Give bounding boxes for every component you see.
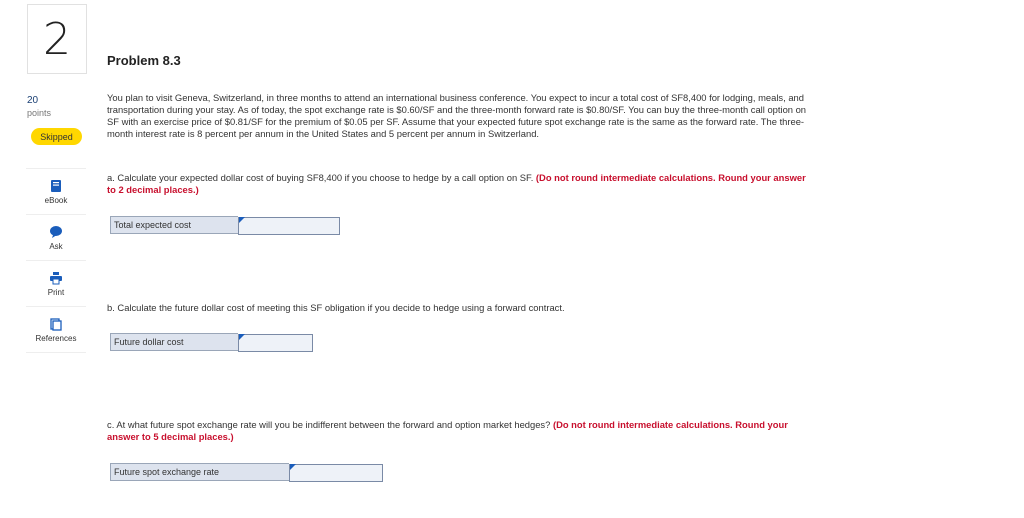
flag-icon (239, 334, 245, 340)
part-a-instruction: (Do not round intermediate calculations. Round your answer to 2 decimal places.) (107, 172, 806, 195)
future-dollar-cost-input[interactable] (238, 334, 313, 352)
flag-icon (290, 464, 296, 470)
references-button[interactable] (26, 307, 86, 353)
flag-icon (239, 217, 245, 223)
part-b-answer-label: Future dollar cost (110, 333, 238, 351)
part-a-answer-row (110, 216, 340, 234)
points-label: points (27, 108, 52, 118)
printer-icon (49, 271, 63, 288)
references-label: References (35, 333, 77, 343)
part-c-question (107, 419, 807, 443)
ask-label: Ask (49, 241, 63, 251)
tool-list (26, 168, 86, 353)
ebook-button[interactable] (26, 169, 86, 215)
part-c-instruction: (Do not round intermediate calculations. Round your answer to 5 decimal places.) (107, 419, 788, 442)
future-spot-rate-input[interactable] (289, 464, 383, 482)
problem-text: You plan to visit Geneva, Switzerland, in three months to attend an international business conference. You expect to incur a total cost of SF8,400 for lodging, meals, and transportation during your stay. As of today, the spot exchange rate is $0.60/SF and the three-month forward rate is $0.80/SF. You can buy the three-month call option on SF with an exercise price of $0.81/SF for the premium of $0.05 per SF. Assume that your expected future spot exchange rate is the same as the forward rate. The three-month interest rate is 8 percent per annum in the United States and 5 percent per annum in Switzerland. (107, 92, 807, 139)
part-c-text: c. At what future spot exchange rate will you be indifferent between the forward and option market hedges? (107, 419, 551, 430)
points-value: 20 (27, 95, 39, 106)
part-a-text: a. Calculate your expected dollar cost of buying SF8,400 if you choose to hedge by a call option on SF. (107, 172, 534, 183)
question-number: 2 (27, 4, 87, 74)
part-b-answer-row (110, 333, 313, 351)
print-button[interactable] (26, 261, 86, 307)
total-expected-cost-input[interactable] (238, 217, 340, 235)
book-icon (49, 179, 63, 196)
print-label: Print (47, 287, 65, 297)
references-icon (49, 317, 63, 334)
status-badge: Skipped (31, 128, 82, 145)
problem-title: Problem 8.3 (107, 53, 181, 68)
part-c-answer-row (110, 463, 383, 481)
part-a-answer-label: Total expected cost (110, 216, 238, 234)
chat-bubble-icon (49, 225, 63, 242)
part-b-text: b. Calculate the future dollar cost of meeting this SF obligation if you decide to hedge using a forward contract. (107, 302, 565, 313)
ebook-label: eBook (44, 195, 68, 205)
ask-button[interactable] (26, 215, 86, 261)
part-b-question (107, 302, 807, 314)
part-a-question (107, 172, 807, 196)
part-c-answer-label: Future spot exchange rate (110, 463, 289, 481)
